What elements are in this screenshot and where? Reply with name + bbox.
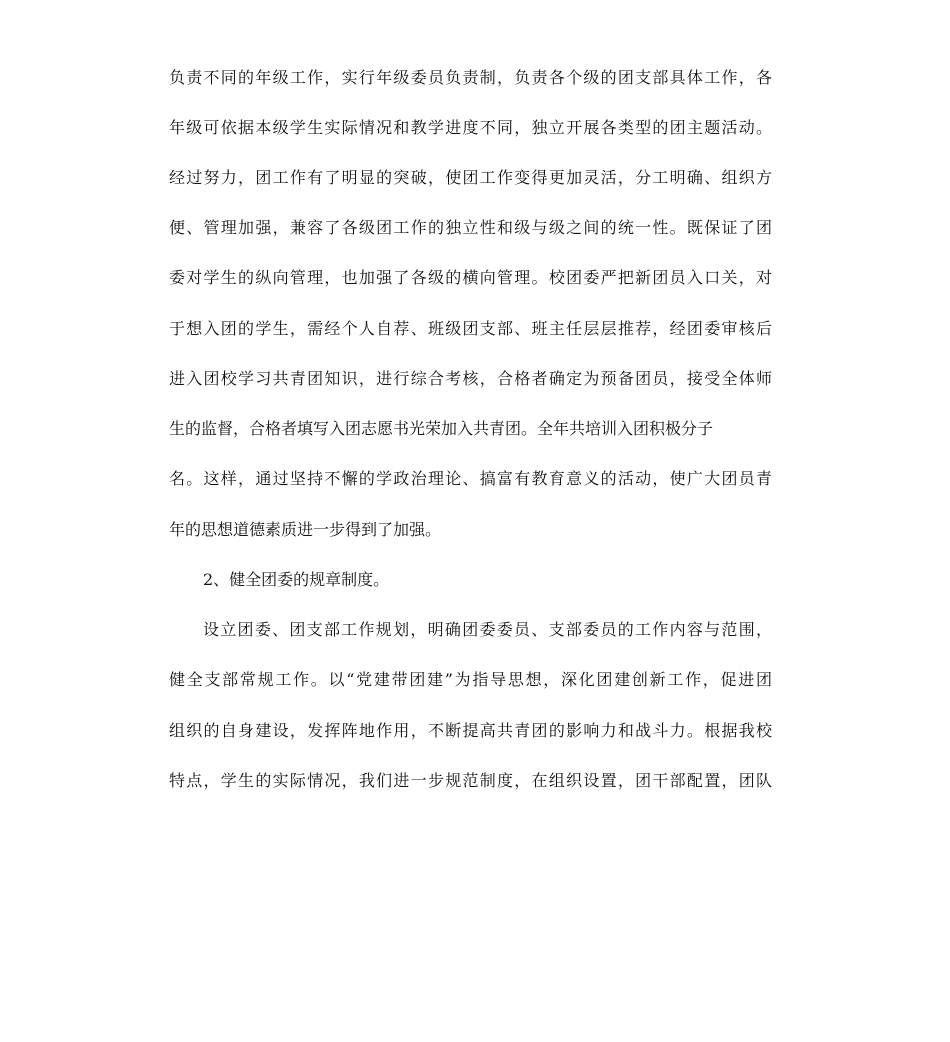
paragraph1-line-4: 便、管理加强，兼容了各级团工作的独立性和级与级之间的统一性。既保证了团 [169, 218, 772, 237]
paragraph2-line-4: 特点，学生的实际情况，我们进一步规范制度，在组织设置，团干部配置，团队 [169, 771, 772, 790]
paragraph1-line-8: 生的监督，合格者填写入团志愿书光荣加入共青团。全年共培训入团积极分子 [169, 419, 714, 438]
paragraph1-line-7: 进入团校学习共青团知识，进行综合考核，合格者确定为预备团员，接受全体师 [169, 369, 772, 388]
paragraph2-line-2: 健全支部常规工作。以“党建带团建”为指导思想，深化团建创新工作，促进团 [169, 670, 772, 689]
paragraph1-line-10: 年的思想道德素质进一步得到了加强。 [169, 520, 442, 539]
paragraph1-line-1: 负责不同的年级工作，实行年级委员负责制，负责各个级的团支部具体工作，各 [169, 68, 772, 87]
section-heading-2: 2、健全团委的规章制度。 [203, 570, 390, 589]
paragraph2-line-3: 组织的自身建设，发挥阵地作用，不断提高共青团的影响力和战斗力。根据我校 [169, 721, 772, 740]
paragraph1-line-9: 名。这样，通过坚持不懈的学政治理论、搞富有教育意义的活动，使广大团员青 [169, 469, 772, 488]
paragraph2-line-1: 设立团委、团支部工作规划，明确团委委员、支部委员的工作内容与范围， [203, 620, 772, 639]
paragraph1-line-5: 委对学生的纵向管理，也加强了各级的横向管理。校团委严把新团员入口关，对 [169, 268, 772, 287]
paragraph1-line-2: 年级可依据本级学生实际情况和教学进度不同，独立开展各类型的团主题活动。 [169, 118, 772, 137]
paragraph1-line-6: 于想入团的学生，需经个人自荐、班级团支部、班主任层层推荐，经团委审核后 [169, 319, 772, 338]
paragraph1-line-3: 经过努力，团工作有了明显的突破，使团工作变得更加灵活，分工明确、组织方 [169, 168, 772, 187]
